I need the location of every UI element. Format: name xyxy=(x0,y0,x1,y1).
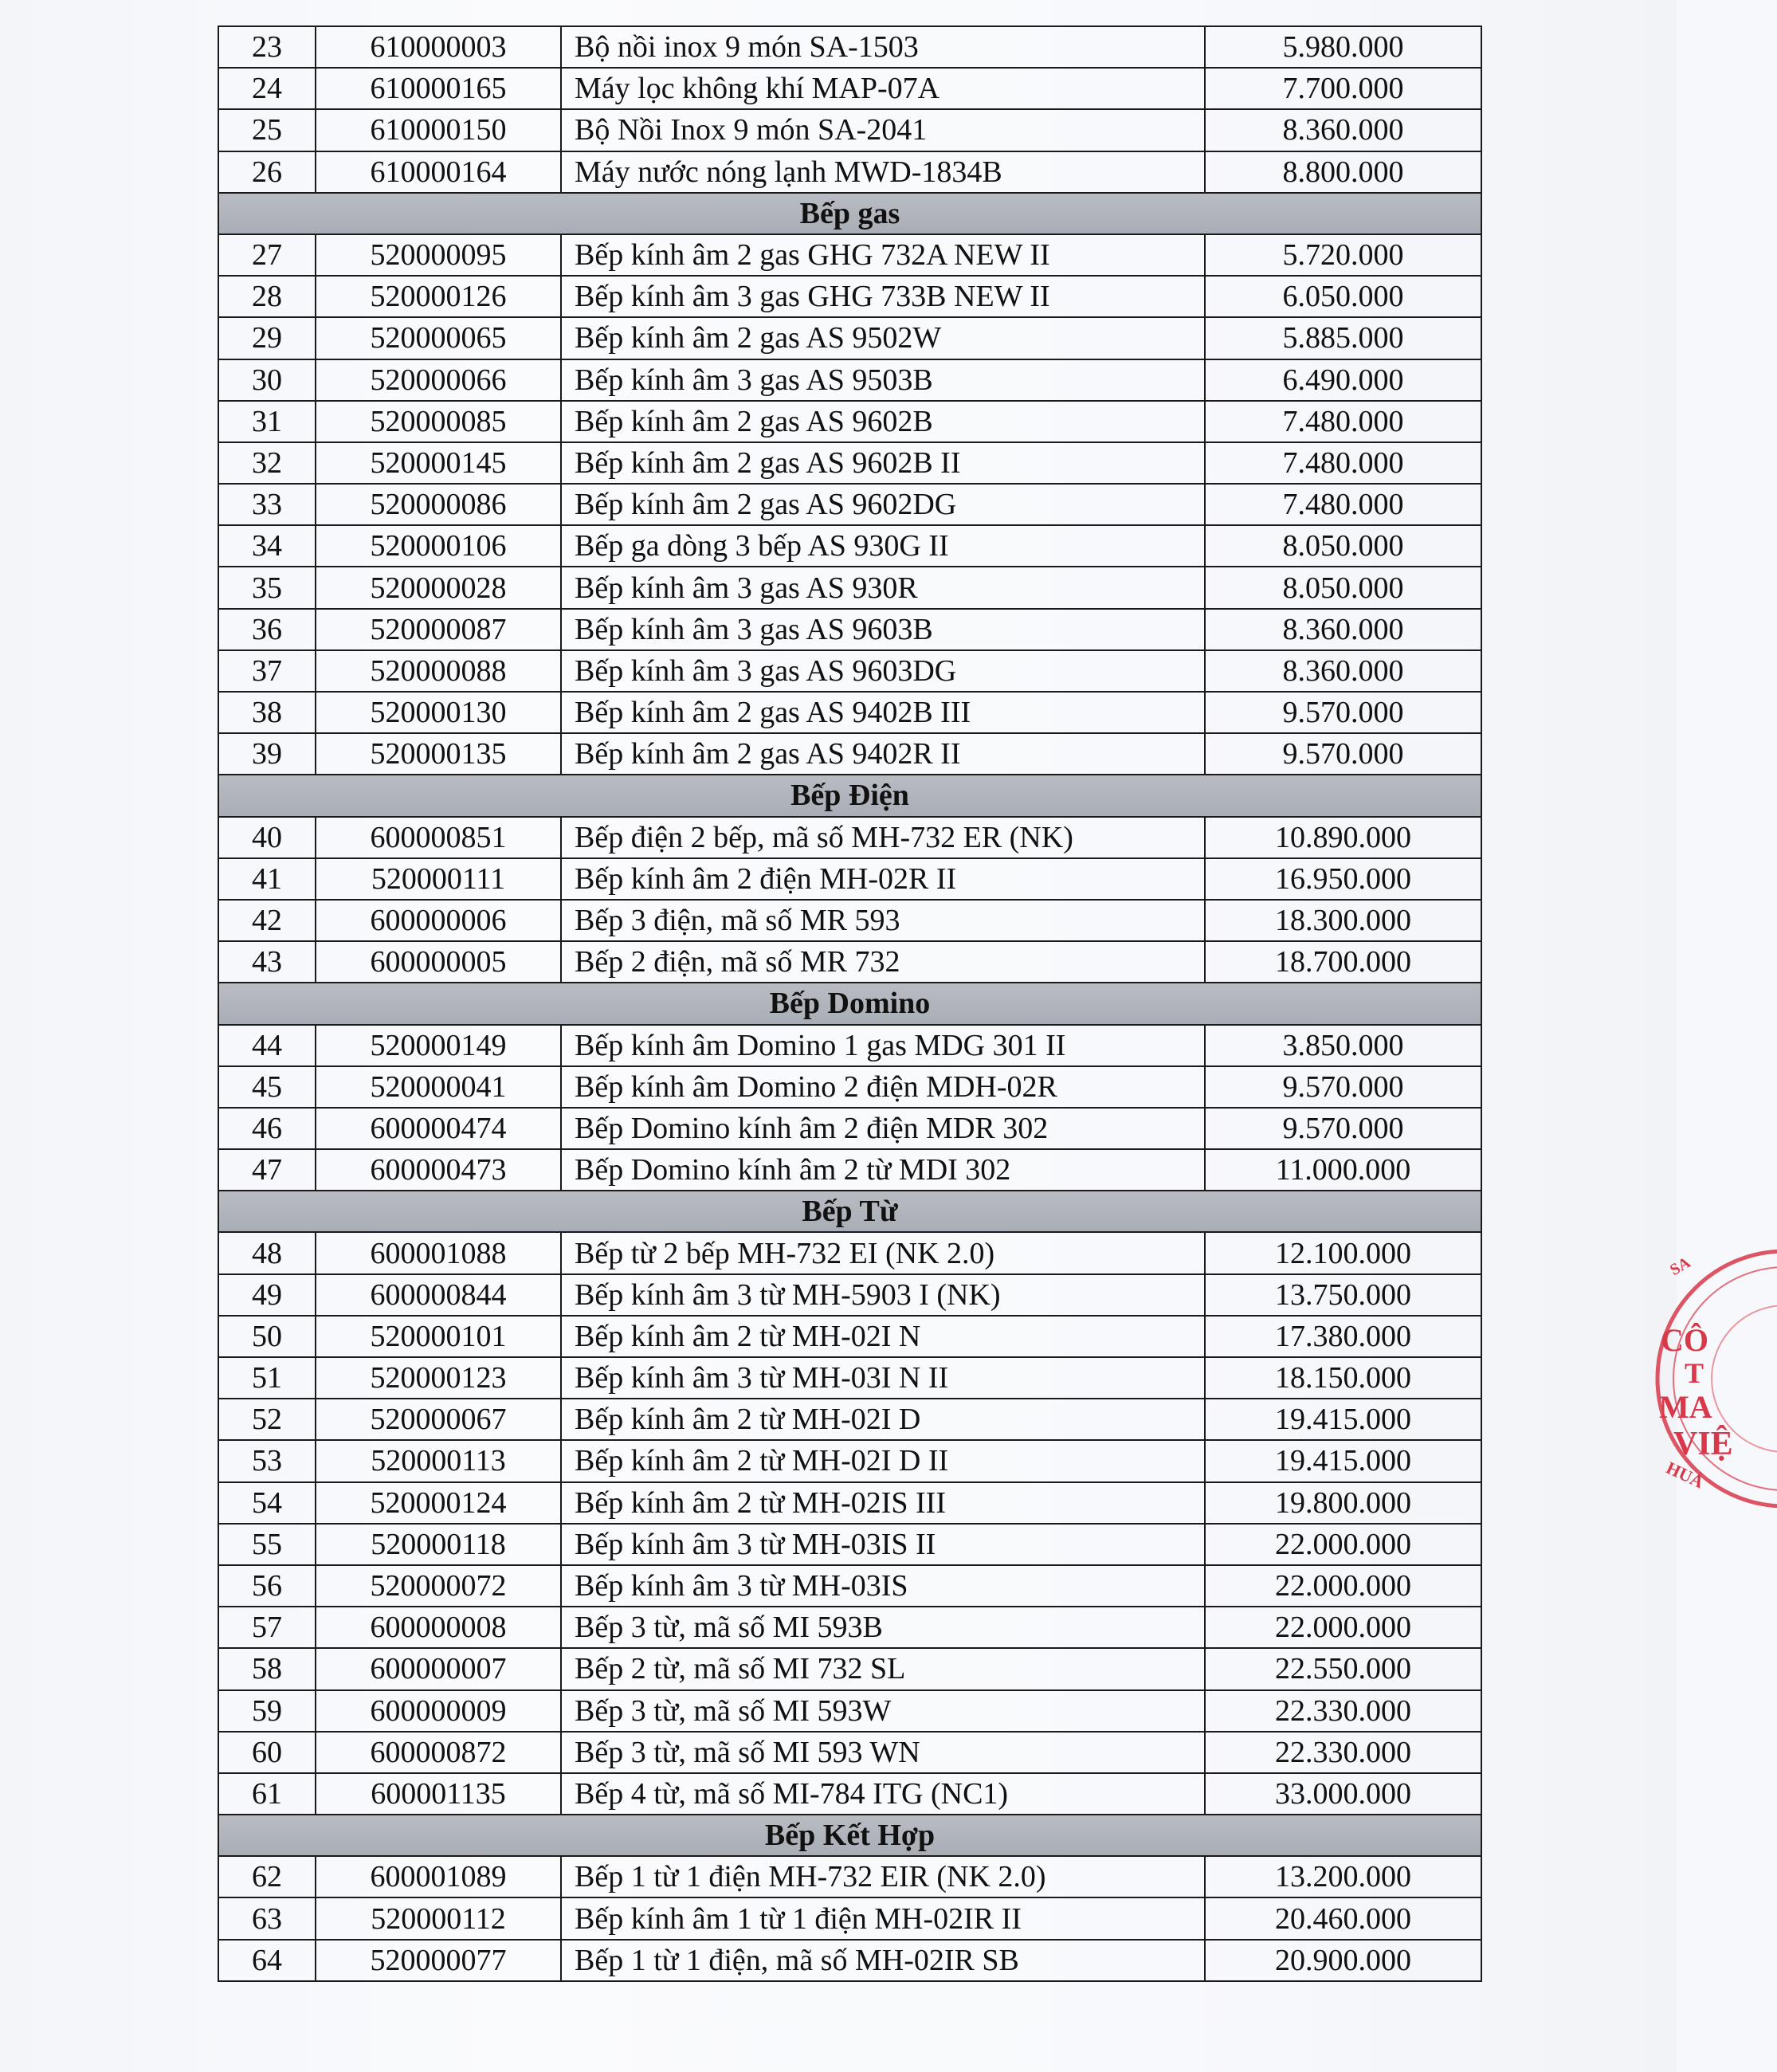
table-row xyxy=(218,1732,1481,1773)
product-price: 8.050.000 xyxy=(1205,525,1481,567)
product-price: 19.800.000 xyxy=(1205,1482,1481,1524)
seal-text-fragment: CÔ xyxy=(1661,1322,1708,1358)
row-number: 33 xyxy=(218,484,316,525)
table-row xyxy=(218,68,1481,109)
row-number: 47 xyxy=(218,1149,316,1191)
table-row xyxy=(218,359,1481,401)
table-row xyxy=(218,1149,1481,1191)
product-name: Bếp kính âm 3 gas AS 9603B xyxy=(561,609,1205,650)
product-code: 600000007 xyxy=(316,1648,561,1689)
product-name: Bếp 2 điện, mã số MR 732 xyxy=(561,941,1205,983)
product-code: 520000130 xyxy=(316,692,561,733)
product-name: Bếp kính âm 2 gas AS 9602DG xyxy=(561,484,1205,525)
product-price: 9.570.000 xyxy=(1205,1108,1481,1149)
product-code: 520000028 xyxy=(316,567,561,608)
product-price: 18.300.000 xyxy=(1205,900,1481,941)
product-code: 600000872 xyxy=(316,1732,561,1773)
section-header-row xyxy=(218,1191,1481,1232)
product-price: 19.415.000 xyxy=(1205,1399,1481,1440)
product-code: 610000164 xyxy=(316,151,561,193)
product-price: 18.150.000 xyxy=(1205,1357,1481,1399)
product-code: 520000112 xyxy=(316,1897,561,1939)
product-name: Bếp kính âm 3 gas AS 9503B xyxy=(561,359,1205,401)
row-number: 57 xyxy=(218,1607,316,1648)
table-row xyxy=(218,1108,1481,1149)
row-number: 31 xyxy=(218,401,316,442)
product-name: Bếp kính âm 2 điện MH-02R II xyxy=(561,858,1205,900)
product-price: 5.720.000 xyxy=(1205,234,1481,276)
row-number: 51 xyxy=(218,1357,316,1399)
row-number: 24 xyxy=(218,68,316,109)
product-name: Bếp 1 từ 1 điện, mã số MH-02IR SB xyxy=(561,1940,1205,1981)
product-name: Bộ Nồi Inox 9 món SA-2041 xyxy=(561,109,1205,151)
row-number: 56 xyxy=(218,1565,316,1607)
product-name: Bếp 3 từ, mã số MI 593 WN xyxy=(561,1732,1205,1773)
product-name: Bếp ga dòng 3 bếp AS 930G II xyxy=(561,525,1205,567)
product-name: Bếp kính âm 2 gas AS 9502W xyxy=(561,317,1205,359)
row-number: 35 xyxy=(218,567,316,608)
table-row xyxy=(218,1274,1481,1316)
table-row xyxy=(218,1066,1481,1108)
table-row xyxy=(218,609,1481,650)
product-code: 520000086 xyxy=(316,484,561,525)
row-number: 34 xyxy=(218,525,316,567)
product-code: 520000113 xyxy=(316,1440,561,1481)
product-code: 610000150 xyxy=(316,109,561,151)
product-code: 600000006 xyxy=(316,900,561,941)
product-price: 9.570.000 xyxy=(1205,692,1481,733)
product-code: 520000124 xyxy=(316,1482,561,1524)
table-row xyxy=(218,1357,1481,1399)
table-row xyxy=(218,484,1481,525)
row-number: 26 xyxy=(218,151,316,193)
product-price: 8.360.000 xyxy=(1205,609,1481,650)
row-number: 32 xyxy=(218,442,316,484)
product-name: Bếp 3 điện, mã số MR 593 xyxy=(561,900,1205,941)
product-name: Bếp kính âm 3 gas AS 9603DG xyxy=(561,650,1205,692)
product-code: 520000145 xyxy=(316,442,561,484)
product-code: 610000003 xyxy=(316,26,561,68)
table-row xyxy=(218,442,1481,484)
row-number: 55 xyxy=(218,1524,316,1565)
table-row xyxy=(218,1690,1481,1732)
product-name: Bếp 3 từ, mã số MI 593B xyxy=(561,1607,1205,1648)
product-code: 520000087 xyxy=(316,609,561,650)
product-price: 13.200.000 xyxy=(1205,1856,1481,1897)
row-number: 52 xyxy=(218,1399,316,1440)
table-row xyxy=(218,692,1481,733)
row-number: 30 xyxy=(218,359,316,401)
product-code: 600000844 xyxy=(316,1274,561,1316)
row-number: 36 xyxy=(218,609,316,650)
product-name: Bếp 4 từ, mã số MI-784 ITG (NC1) xyxy=(561,1773,1205,1815)
table-row xyxy=(218,1232,1481,1273)
seal-text-fragment: HUẢ xyxy=(1663,1457,1708,1493)
product-price: 22.000.000 xyxy=(1205,1565,1481,1607)
product-code: 520000106 xyxy=(316,525,561,567)
product-price: 8.800.000 xyxy=(1205,151,1481,193)
table-row xyxy=(218,234,1481,276)
product-code: 520000149 xyxy=(316,1025,561,1066)
product-price: 9.570.000 xyxy=(1205,733,1481,775)
row-number: 48 xyxy=(218,1232,316,1273)
table-row xyxy=(218,1607,1481,1648)
row-number: 27 xyxy=(218,234,316,276)
product-price: 20.460.000 xyxy=(1205,1897,1481,1939)
product-code: 520000072 xyxy=(316,1565,561,1607)
row-number: 54 xyxy=(218,1482,316,1524)
product-price: 8.360.000 xyxy=(1205,109,1481,151)
table-row xyxy=(218,1940,1481,1981)
section-header-row xyxy=(218,1815,1481,1856)
product-code: 600000008 xyxy=(316,1607,561,1648)
table-row xyxy=(218,1482,1481,1524)
product-code: 520000065 xyxy=(316,317,561,359)
row-number: 59 xyxy=(218,1690,316,1732)
table-row xyxy=(218,317,1481,359)
row-number: 63 xyxy=(218,1897,316,1939)
product-name: Bộ nồi inox 9 món SA-1503 xyxy=(561,26,1205,68)
row-number: 61 xyxy=(218,1773,316,1815)
section-header-row xyxy=(218,775,1481,816)
product-price: 18.700.000 xyxy=(1205,941,1481,983)
product-name: Bếp kính âm 3 từ MH-03IS II xyxy=(561,1524,1205,1565)
product-price: 7.480.000 xyxy=(1205,484,1481,525)
row-number: 53 xyxy=(218,1440,316,1481)
table-row xyxy=(218,1648,1481,1689)
product-name: Bếp kính âm 2 gas AS 9402B III xyxy=(561,692,1205,733)
product-name: Bếp kính âm 2 từ MH-02I N xyxy=(561,1316,1205,1357)
product-code: 520000101 xyxy=(316,1316,561,1357)
product-price: 33.000.000 xyxy=(1205,1773,1481,1815)
row-number: 62 xyxy=(218,1856,316,1897)
row-number: 44 xyxy=(218,1025,316,1066)
section-title: Bếp Domino xyxy=(218,983,1481,1024)
section-header-row xyxy=(218,983,1481,1024)
product-price: 10.890.000 xyxy=(1205,817,1481,858)
row-number: 40 xyxy=(218,817,316,858)
product-price: 7.480.000 xyxy=(1205,442,1481,484)
product-name: Bếp kính âm 2 gas GHG 732A NEW II xyxy=(561,234,1205,276)
row-number: 39 xyxy=(218,733,316,775)
product-code: 600000473 xyxy=(316,1149,561,1191)
table-row xyxy=(218,109,1481,151)
product-name: Bếp kính âm 3 gas GHG 733B NEW II xyxy=(561,276,1205,317)
table-row xyxy=(218,817,1481,858)
product-price: 19.415.000 xyxy=(1205,1440,1481,1481)
product-name: Bếp kính âm 3 gas AS 930R xyxy=(561,567,1205,608)
product-name: Bếp kính âm 2 từ MH-02I D II xyxy=(561,1440,1205,1481)
product-code: 520000088 xyxy=(316,650,561,692)
product-code: 520000111 xyxy=(316,858,561,900)
product-price: 20.900.000 xyxy=(1205,1940,1481,1981)
product-price: 22.550.000 xyxy=(1205,1648,1481,1689)
row-number: 29 xyxy=(218,317,316,359)
product-code: 610000165 xyxy=(316,68,561,109)
section-title: Bếp Từ xyxy=(218,1191,1481,1232)
table-row xyxy=(218,1773,1481,1815)
product-price: 6.490.000 xyxy=(1205,359,1481,401)
product-price: 13.750.000 xyxy=(1205,1274,1481,1316)
product-code: 600000474 xyxy=(316,1108,561,1149)
product-code: 520000118 xyxy=(316,1524,561,1565)
product-price: 9.570.000 xyxy=(1205,1066,1481,1108)
product-name: Bếp kính âm 3 từ MH-5903 I (NK) xyxy=(561,1274,1205,1316)
table-row xyxy=(218,1399,1481,1440)
table-row xyxy=(218,900,1481,941)
row-number: 49 xyxy=(218,1274,316,1316)
row-number: 41 xyxy=(218,858,316,900)
row-number: 45 xyxy=(218,1066,316,1108)
row-number: 43 xyxy=(218,941,316,983)
row-number: 42 xyxy=(218,900,316,941)
product-name: Bếp kính âm 1 từ 1 điện MH-02IR II xyxy=(561,1897,1205,1939)
product-code: 520000085 xyxy=(316,401,561,442)
product-code: 600000009 xyxy=(316,1690,561,1732)
table-row xyxy=(218,1025,1481,1066)
row-number: 38 xyxy=(218,692,316,733)
table-row xyxy=(218,525,1481,567)
company-seal xyxy=(1618,1211,1777,1546)
row-number: 58 xyxy=(218,1648,316,1689)
product-code: 600001089 xyxy=(316,1856,561,1897)
product-code: 520000123 xyxy=(316,1357,561,1399)
price-table xyxy=(218,26,1482,1982)
product-name: Bếp từ 2 bếp MH-732 EI (NK 2.0) xyxy=(561,1232,1205,1273)
table-row xyxy=(218,1565,1481,1607)
section-header-row xyxy=(218,193,1481,234)
product-price: 7.700.000 xyxy=(1205,68,1481,109)
product-name: Bếp kính âm 2 từ MH-02I D xyxy=(561,1399,1205,1440)
product-price: 11.000.000 xyxy=(1205,1149,1481,1191)
product-name: Bếp Domino kính âm 2 điện MDR 302 xyxy=(561,1108,1205,1149)
product-name: Bếp điện 2 bếp, mã số MH-732 ER (NK) xyxy=(561,817,1205,858)
product-code: 520000067 xyxy=(316,1399,561,1440)
product-name: Bếp Domino kính âm 2 từ MDI 302 xyxy=(561,1149,1205,1191)
product-price: 3.850.000 xyxy=(1205,1025,1481,1066)
table-row xyxy=(218,276,1481,317)
product-price: 5.885.000 xyxy=(1205,317,1481,359)
product-name: Máy lọc không khí MAP-07A xyxy=(561,68,1205,109)
table-row xyxy=(218,401,1481,442)
product-price: 8.360.000 xyxy=(1205,650,1481,692)
row-number: 64 xyxy=(218,1940,316,1981)
table-row xyxy=(218,1524,1481,1565)
product-price: 22.000.000 xyxy=(1205,1607,1481,1648)
product-price: 22.330.000 xyxy=(1205,1732,1481,1773)
product-price: 6.050.000 xyxy=(1205,276,1481,317)
table-row xyxy=(218,567,1481,608)
product-code: 520000041 xyxy=(316,1066,561,1108)
row-number: 25 xyxy=(218,109,316,151)
seal-text-fragment: MA xyxy=(1659,1389,1712,1425)
row-number: 28 xyxy=(218,276,316,317)
product-price: 16.950.000 xyxy=(1205,858,1481,900)
product-code: 600000851 xyxy=(316,817,561,858)
row-number: 50 xyxy=(218,1316,316,1357)
table-row xyxy=(218,650,1481,692)
row-number: 23 xyxy=(218,26,316,68)
table-row xyxy=(218,1440,1481,1481)
product-price: 17.380.000 xyxy=(1205,1316,1481,1357)
product-name: Máy nước nóng lạnh MWD-1834B xyxy=(561,151,1205,193)
table-row xyxy=(218,26,1481,68)
table-row xyxy=(218,733,1481,775)
product-name: Bếp kính âm 2 từ MH-02IS III xyxy=(561,1482,1205,1524)
product-name: Bếp kính âm 2 gas AS 9602B xyxy=(561,401,1205,442)
product-code: 520000066 xyxy=(316,359,561,401)
product-price: 8.050.000 xyxy=(1205,567,1481,608)
product-code: 600001088 xyxy=(316,1232,561,1273)
table-row xyxy=(218,1856,1481,1897)
price-table-body xyxy=(218,26,1481,1981)
seal-text-fragment: SA xyxy=(1666,1254,1694,1279)
table-row xyxy=(218,941,1481,983)
product-price: 5.980.000 xyxy=(1205,26,1481,68)
product-code: 600000005 xyxy=(316,941,561,983)
product-name: Bếp kính âm 3 từ MH-03I N II xyxy=(561,1357,1205,1399)
product-name: Bếp kính âm 3 từ MH-03IS xyxy=(561,1565,1205,1607)
product-price: 22.000.000 xyxy=(1205,1524,1481,1565)
section-title: Bếp Điện xyxy=(218,775,1481,816)
section-title: Bếp Kết Hợp xyxy=(218,1815,1481,1856)
table-row xyxy=(218,1897,1481,1939)
product-code: 520000077 xyxy=(316,1940,561,1981)
section-title: Bếp gas xyxy=(218,193,1481,234)
product-name: Bếp kính âm 2 gas AS 9602B II xyxy=(561,442,1205,484)
product-name: Bếp 2 từ, mã số MI 732 SL xyxy=(561,1648,1205,1689)
table-row xyxy=(218,858,1481,900)
product-price: 12.100.000 xyxy=(1205,1232,1481,1273)
product-code: 520000135 xyxy=(316,733,561,775)
table-row xyxy=(218,1316,1481,1357)
row-number: 46 xyxy=(218,1108,316,1149)
product-name: Bếp kính âm Domino 2 điện MDH-02R xyxy=(561,1066,1205,1108)
product-code: 520000095 xyxy=(316,234,561,276)
product-name: Bếp kính âm Domino 1 gas MDG 301 II xyxy=(561,1025,1205,1066)
product-price: 7.480.000 xyxy=(1205,401,1481,442)
product-code: 520000126 xyxy=(316,276,561,317)
product-price: 22.330.000 xyxy=(1205,1690,1481,1732)
seal-text-fragment: T xyxy=(1685,1357,1704,1389)
product-code: 600001135 xyxy=(316,1773,561,1815)
seal-text-fragment: VIỆ xyxy=(1673,1426,1733,1462)
product-name: Bếp kính âm 2 gas AS 9402R II xyxy=(561,733,1205,775)
product-name: Bếp 3 từ, mã số MI 593W xyxy=(561,1690,1205,1732)
row-number: 60 xyxy=(218,1732,316,1773)
row-number: 37 xyxy=(218,650,316,692)
product-name: Bếp 1 từ 1 điện MH-732 EIR (NK 2.0) xyxy=(561,1856,1205,1897)
table-row xyxy=(218,151,1481,193)
